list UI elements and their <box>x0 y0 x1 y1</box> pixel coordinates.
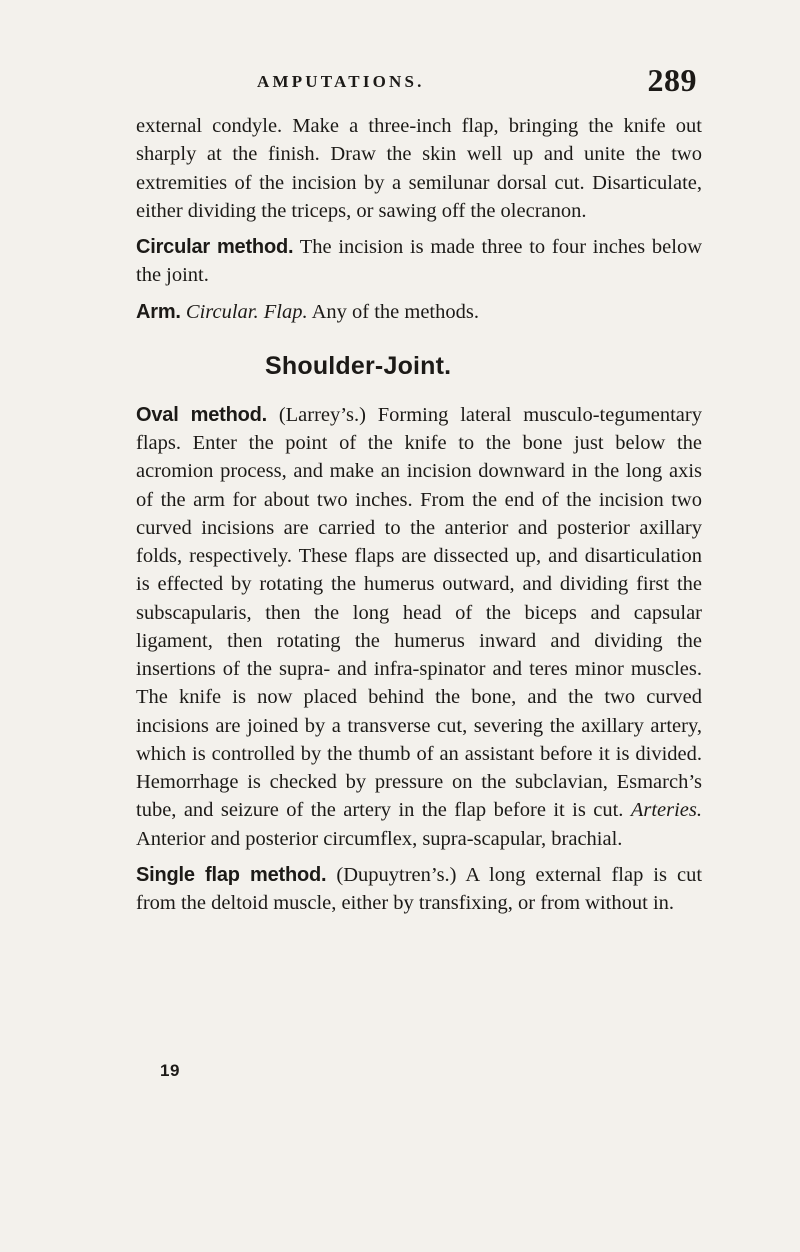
body-text <box>136 112 702 917</box>
paragraph-single-flap <box>136 861 702 918</box>
page-number: 289 <box>647 62 697 98</box>
section-title: Shoulder-Joint. <box>265 351 452 380</box>
paragraph-circular-method <box>136 233 702 290</box>
paragraph-oval-method <box>136 401 702 853</box>
italic-term: Circular. <box>185 300 259 323</box>
paragraph-text: (Dupuytren’s.) A long external flap is cut from the deltoid muscle, either by transfixing, or from without in. <box>136 863 703 914</box>
paragraph-text: (Larrey’s.) Forming lateral musculo-tegumentary flaps. Enter the point of the knife to the bone just below the acromion process, and make an incision downward in the long axis of the arm for about two inches. From the end of the incision two curved incisions are carried to the anterior and posterior axillary folds, respectively. These flaps are dissected up, and disarticulation is effected by rotating the humerus outward, and dividing first the subscapularis, then the long head of the biceps and capsular ligament, then rotating the humerus inward and dividing the insertions of the supra- and infra-spinator and teres minor muscles. The knife is now placed behind the bone, and the two curved incisions are joined by a transverse cut, severing the axillary artery, which is controlled by the thumb of an assistant before it is divided. Hemorrhage is checked by pressure on the subclavian, Esmarch’s tube, and seizure of the artery in the flap before it is cut. <box>136 403 702 822</box>
paragraph-text: external condyle. Make a three-inch flap, bringing the knife out sharply at the finish. Draw the skin well up and unite the two extremities of the incision by a semilunar dorsal cut. Disarticulate, either dividing the triceps, or sawing off the olecranon. <box>136 115 702 222</box>
page-header <box>257 62 697 104</box>
paragraph-text: The incision is made three to four inches below the joint. <box>136 236 703 287</box>
italic-term: Flap. <box>263 300 308 323</box>
paragraph-elbow-flap <box>136 112 702 225</box>
printer-signature-mark: 19 <box>160 1061 180 1080</box>
italic-term: Arteries. <box>630 799 702 822</box>
run-in-heading: Arm. <box>136 300 181 323</box>
running-head: AMPUTATIONS. <box>257 72 425 91</box>
paragraph-arm <box>136 298 702 326</box>
paragraph-text: Any of the methods. <box>307 300 479 323</box>
run-in-heading: Single flap method. <box>136 863 327 886</box>
paragraph-text: Anterior and posterior circumflex, supra-scapular, brachial. <box>136 827 623 850</box>
run-in-heading: Oval method. <box>136 403 267 426</box>
run-in-heading: Circular method. <box>136 236 294 258</box>
